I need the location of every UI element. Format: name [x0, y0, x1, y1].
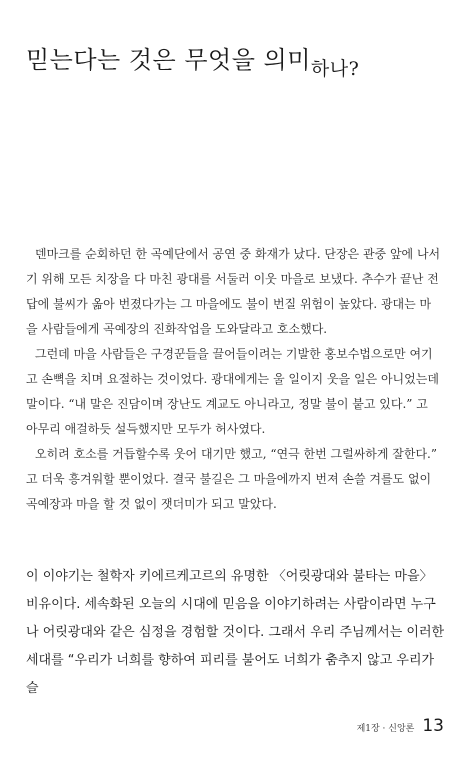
page-number: 13: [422, 716, 444, 736]
title-main: 믿는다는 것은 무엇을 의미: [26, 46, 311, 74]
story-paragraph: 덴마크를 순회하던 한 곡예단에서 공연 중 화재가 났다. 단장은 관중 앞에 나서기 위해 모든 치장을 다 마친 광대를 서둘러 이웃 마을로 보냈다. 추수가 끝난 전답에 불씨가 옮아 번졌다가는 그 마을에도 불이 번질 위험이 높았다. 광대는 마을 사람들에게 곡예장의 진화작업을 도와달라고 호소했다.: [26, 247, 441, 336]
page-title: [26, 40, 360, 80]
reflection-text: [26, 563, 446, 703]
page-footer: [357, 716, 444, 736]
title-tail: 하나?: [310, 58, 360, 80]
reflection-paragraph: 이 이야기는 철학자 키에르케고르의 유명한 〈어릿광대와 불타는 마을〉 비유이다. 세속화된 오늘의 시대에 믿음을 이야기하려는 사람이라면 누구나 어릿광대와 같은 심정을 경험할 것이다. 그래서 우리 주님께서는 이러한 세대를 “우리가 너희를 향하여 피리를 불어도 너희가 춤추지 않고 우리가 슬: [26, 569, 445, 696]
story-paragraph: 오히려 호소를 거듭할수록 웃어 대기만 했고, “연극 한번 그럴싸하게 잘한다.” 고 더욱 흥겨워할 뿐이었다. 결국 불길은 그 마을에까지 번져 손쓸 겨를도 없이 곡예장과 마을 할 것 없이 잿더미가 되고 말았다.: [26, 447, 437, 511]
story-text: [26, 242, 442, 517]
story-paragraph: 그런데 마을 사람들은 구경꾼들을 끌어들이려는 기발한 홍보수법으로만 여기고 손뼉을 치며 요절하는 것이었다. 광대에게는 울 일이지 웃을 일은 아니었는데 말이다. “내 말은 진담이며 장난도 계교도 아니라고, 정말 불이 붙고 있다.” 고 아무리 애걸하듯 설득했지만 모두가 허사였다.: [26, 347, 439, 436]
chapter-label: 제1장 · 신앙론: [356, 724, 415, 734]
